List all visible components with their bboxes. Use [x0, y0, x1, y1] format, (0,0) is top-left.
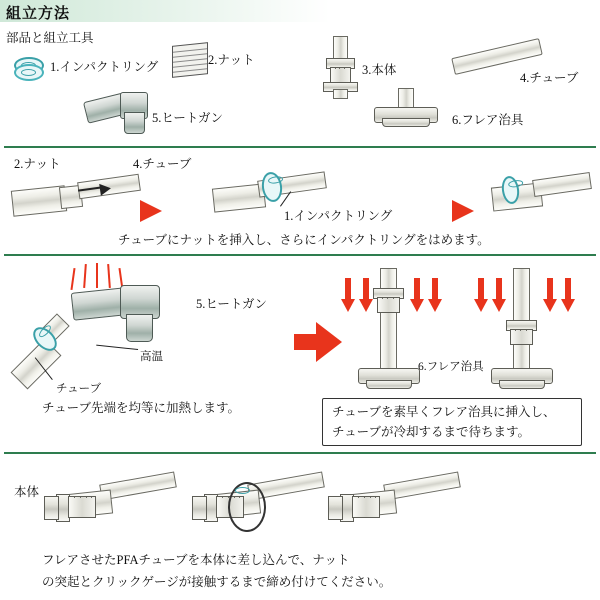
step3-label-body: 本体 [14, 485, 40, 499]
part-label-5: 5.ヒートガン [152, 111, 224, 125]
step2-caption: チューブ先端を均等に加熱します。 [42, 401, 241, 415]
step1-label-nut: 2.ナット [14, 157, 61, 171]
part-label-6: 6.フレア治具 [452, 113, 524, 127]
nut-icon [172, 42, 208, 78]
step1-label-tube: 4.チューブ [133, 157, 192, 171]
part-label-2: 2.ナット [208, 53, 255, 67]
step2-bubble-line2: チューブが冷却するまで待ちます。 [332, 425, 531, 439]
part-label-4: 4.チューブ [520, 71, 579, 85]
step3-caption-line1: フレアさせたPFAチューブを本体に差し込んで、ナット [42, 553, 350, 567]
step2-label-jig: 6.フレア治具 [418, 361, 484, 373]
page-title: 組立方法 [6, 6, 71, 22]
step1-label-ring: 1.インパクトリング [284, 209, 393, 223]
step3-caption-line2: の突起とクリックゲージが接触するまで締め付けてください。 [42, 575, 392, 589]
section-label-parts: 部品と組立工具 [6, 31, 94, 45]
part-label-1: 1.インパクトリング [50, 60, 159, 74]
part-label-3: 3.本体 [362, 63, 397, 77]
divider-3 [4, 452, 596, 454]
step2-label-tube: チューブ [56, 383, 102, 395]
step2-label-heat: 高温 [140, 351, 163, 363]
step1-caption: チューブにナットを挿入し、さらにインパクトリングをはめます。 [118, 233, 490, 247]
step2-heat-leader [96, 345, 138, 350]
divider-2 [4, 254, 596, 256]
step2-label-gun: 5.ヒートガン [196, 297, 268, 311]
ring-icon-lower [14, 64, 44, 81]
step2-arrow-big-tail [294, 334, 318, 350]
step2-bubble-line1: チューブを素早くフレア治具に挿入し、 [332, 405, 556, 419]
step2-arrow-big [316, 322, 342, 362]
step1-arrow-1 [140, 200, 162, 222]
divider-1 [4, 146, 596, 148]
step1-arrow-2 [452, 200, 474, 222]
